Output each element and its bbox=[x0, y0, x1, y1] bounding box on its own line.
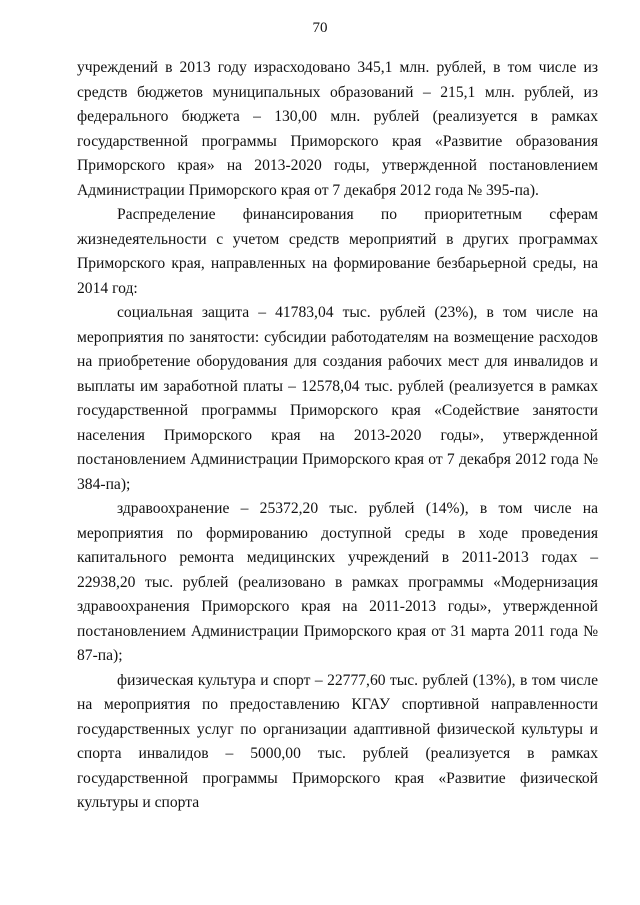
paragraph-social-protection: социальная защита – 41783,04 тыс. рублей (23%), в том числе на мероприятия по занятости: субсидии работодателям на возмещение расходов на приобретение оборудования для создания рабочих мест для инвалидов и выплаты им заработной платы – 12578,04 тыс. рублей (реализуется в рамках государственной программы Приморского края «Содействие занятости населения Приморского края на 2013-2020 годы», утвержденной постановлением Администрации Приморского края от 7 декабря 2012 года № 384-па); bbox=[77, 304, 598, 493]
paragraph-continuation: учреждений в 2013 году израсходовано 345,1 млн. рублей, в том числе из средств бюджетов муниципальных образований – 215,1 млн. рублей, из федерального бюджета – 130,00 млн. рублей (реализуется в рамках государственной программы Приморского края «Развитие образования Приморского края» на 2013-2020 годы, утвержденной постановлением Администрации Приморского края от 7 декабря 2012 года № 395-па). bbox=[77, 59, 598, 199]
paragraph-physical-culture: физическая культура и спорт – 22777,60 тыс. рублей (13%), в том числе на мероприятия по предоставлению КГАУ спортивной направленности государственных услуг по организации адаптивной физической культуры и спорта инвалидов – 5000,00 тыс. рублей (реализуется в рамках государственной программы Приморского края «Развитие физической культуры и спорта bbox=[77, 671, 598, 811]
paragraph-healthcare: здравоохранение – 25372,20 тыс. рублей (14%), в том числе на мероприятия по формированию доступной среды в ходе проведения капитального ремонта медицинских учреждений в 2011-2013 годах – 22938,20 тыс. рублей (реализовано в рамках программы «Модернизация здравоохранения Приморского края на 2011-2013 годы», утвержденной постановлением Администрации Приморского края от 31 марта 2011 года № 87-па); bbox=[77, 500, 598, 664]
paragraph-funding-distribution: Распределение финансирования по приоритетным сферам жизнедеятельности с учетом средств мероприятий в других программах Приморского края, направленных на формирование безбарьерной среды, на 2014 год: bbox=[77, 206, 598, 297]
document-body bbox=[77, 56, 598, 816]
page-number: 70 bbox=[312, 20, 328, 36]
